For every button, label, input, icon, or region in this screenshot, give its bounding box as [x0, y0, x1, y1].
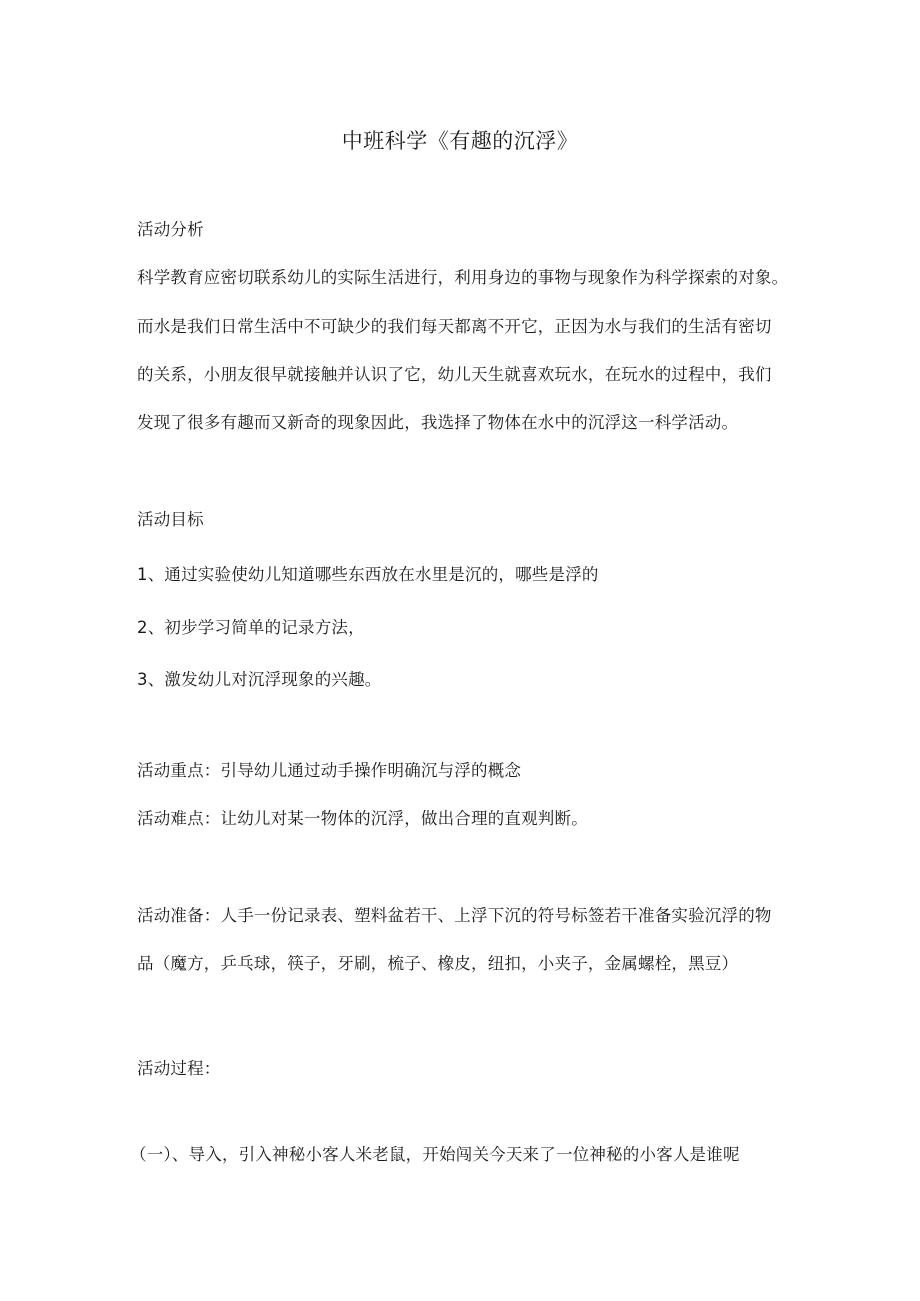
goal-item: 3、激发幼儿对沉浮现象的兴趣。	[137, 670, 382, 689]
process-step: （一）、导入，引入神秘小客人米老鼠，开始闯关今天来了一位神秘的小客人是谁呢	[130, 1145, 740, 1164]
analysis-heading: 活动分析	[137, 220, 204, 239]
goal-item: 1、通过实验使幼儿知道哪些东西放在水里是沉的，哪些是浮的	[137, 565, 599, 584]
key-point: 活动重点：引导幼儿通过动手操作明确沉与浮的概念	[137, 761, 522, 780]
goals-heading: 活动目标	[137, 510, 204, 529]
analysis-paragraph-line: 科学教育应密切联系幼儿的实际生活进行，利用身边的事物与现象作为科学探索的对象。	[137, 268, 789, 287]
analysis-paragraph-line: 而水是我们日常生活中不可缺少的我们每天都离不开它，正因为水与我们的生活有密切	[137, 317, 772, 336]
preparation-line: 品（魔方，乒乓球，筷子，牙刷，梳子、橡皮，纽扣，小夹子，金属螺栓，黑豆）	[137, 954, 739, 973]
process-heading: 活动过程：	[137, 1059, 221, 1078]
difficulty-point: 活动难点：让幼儿对某一物体的沉浮，做出合理的直观判断。	[137, 809, 588, 828]
analysis-paragraph-line: 的关系，小朋友很早就接触并认识了它，幼儿天生就喜欢玩水，在玩水的过程中，我们	[137, 365, 772, 384]
goal-item: 2、初步学习简单的记录方法，	[137, 618, 365, 637]
document-title: 中班科学《有趣的沉浮》	[341, 129, 579, 153]
preparation-line: 活动准备：人手一份记录表、塑料盆若干、上浮下沉的符号标签若干准备实验沉浮的物	[137, 906, 772, 925]
analysis-paragraph-line: 发现了很多有趣而又新奇的现象因此，我选择了物体在水中的沉浮这一科学活动。	[137, 413, 739, 432]
